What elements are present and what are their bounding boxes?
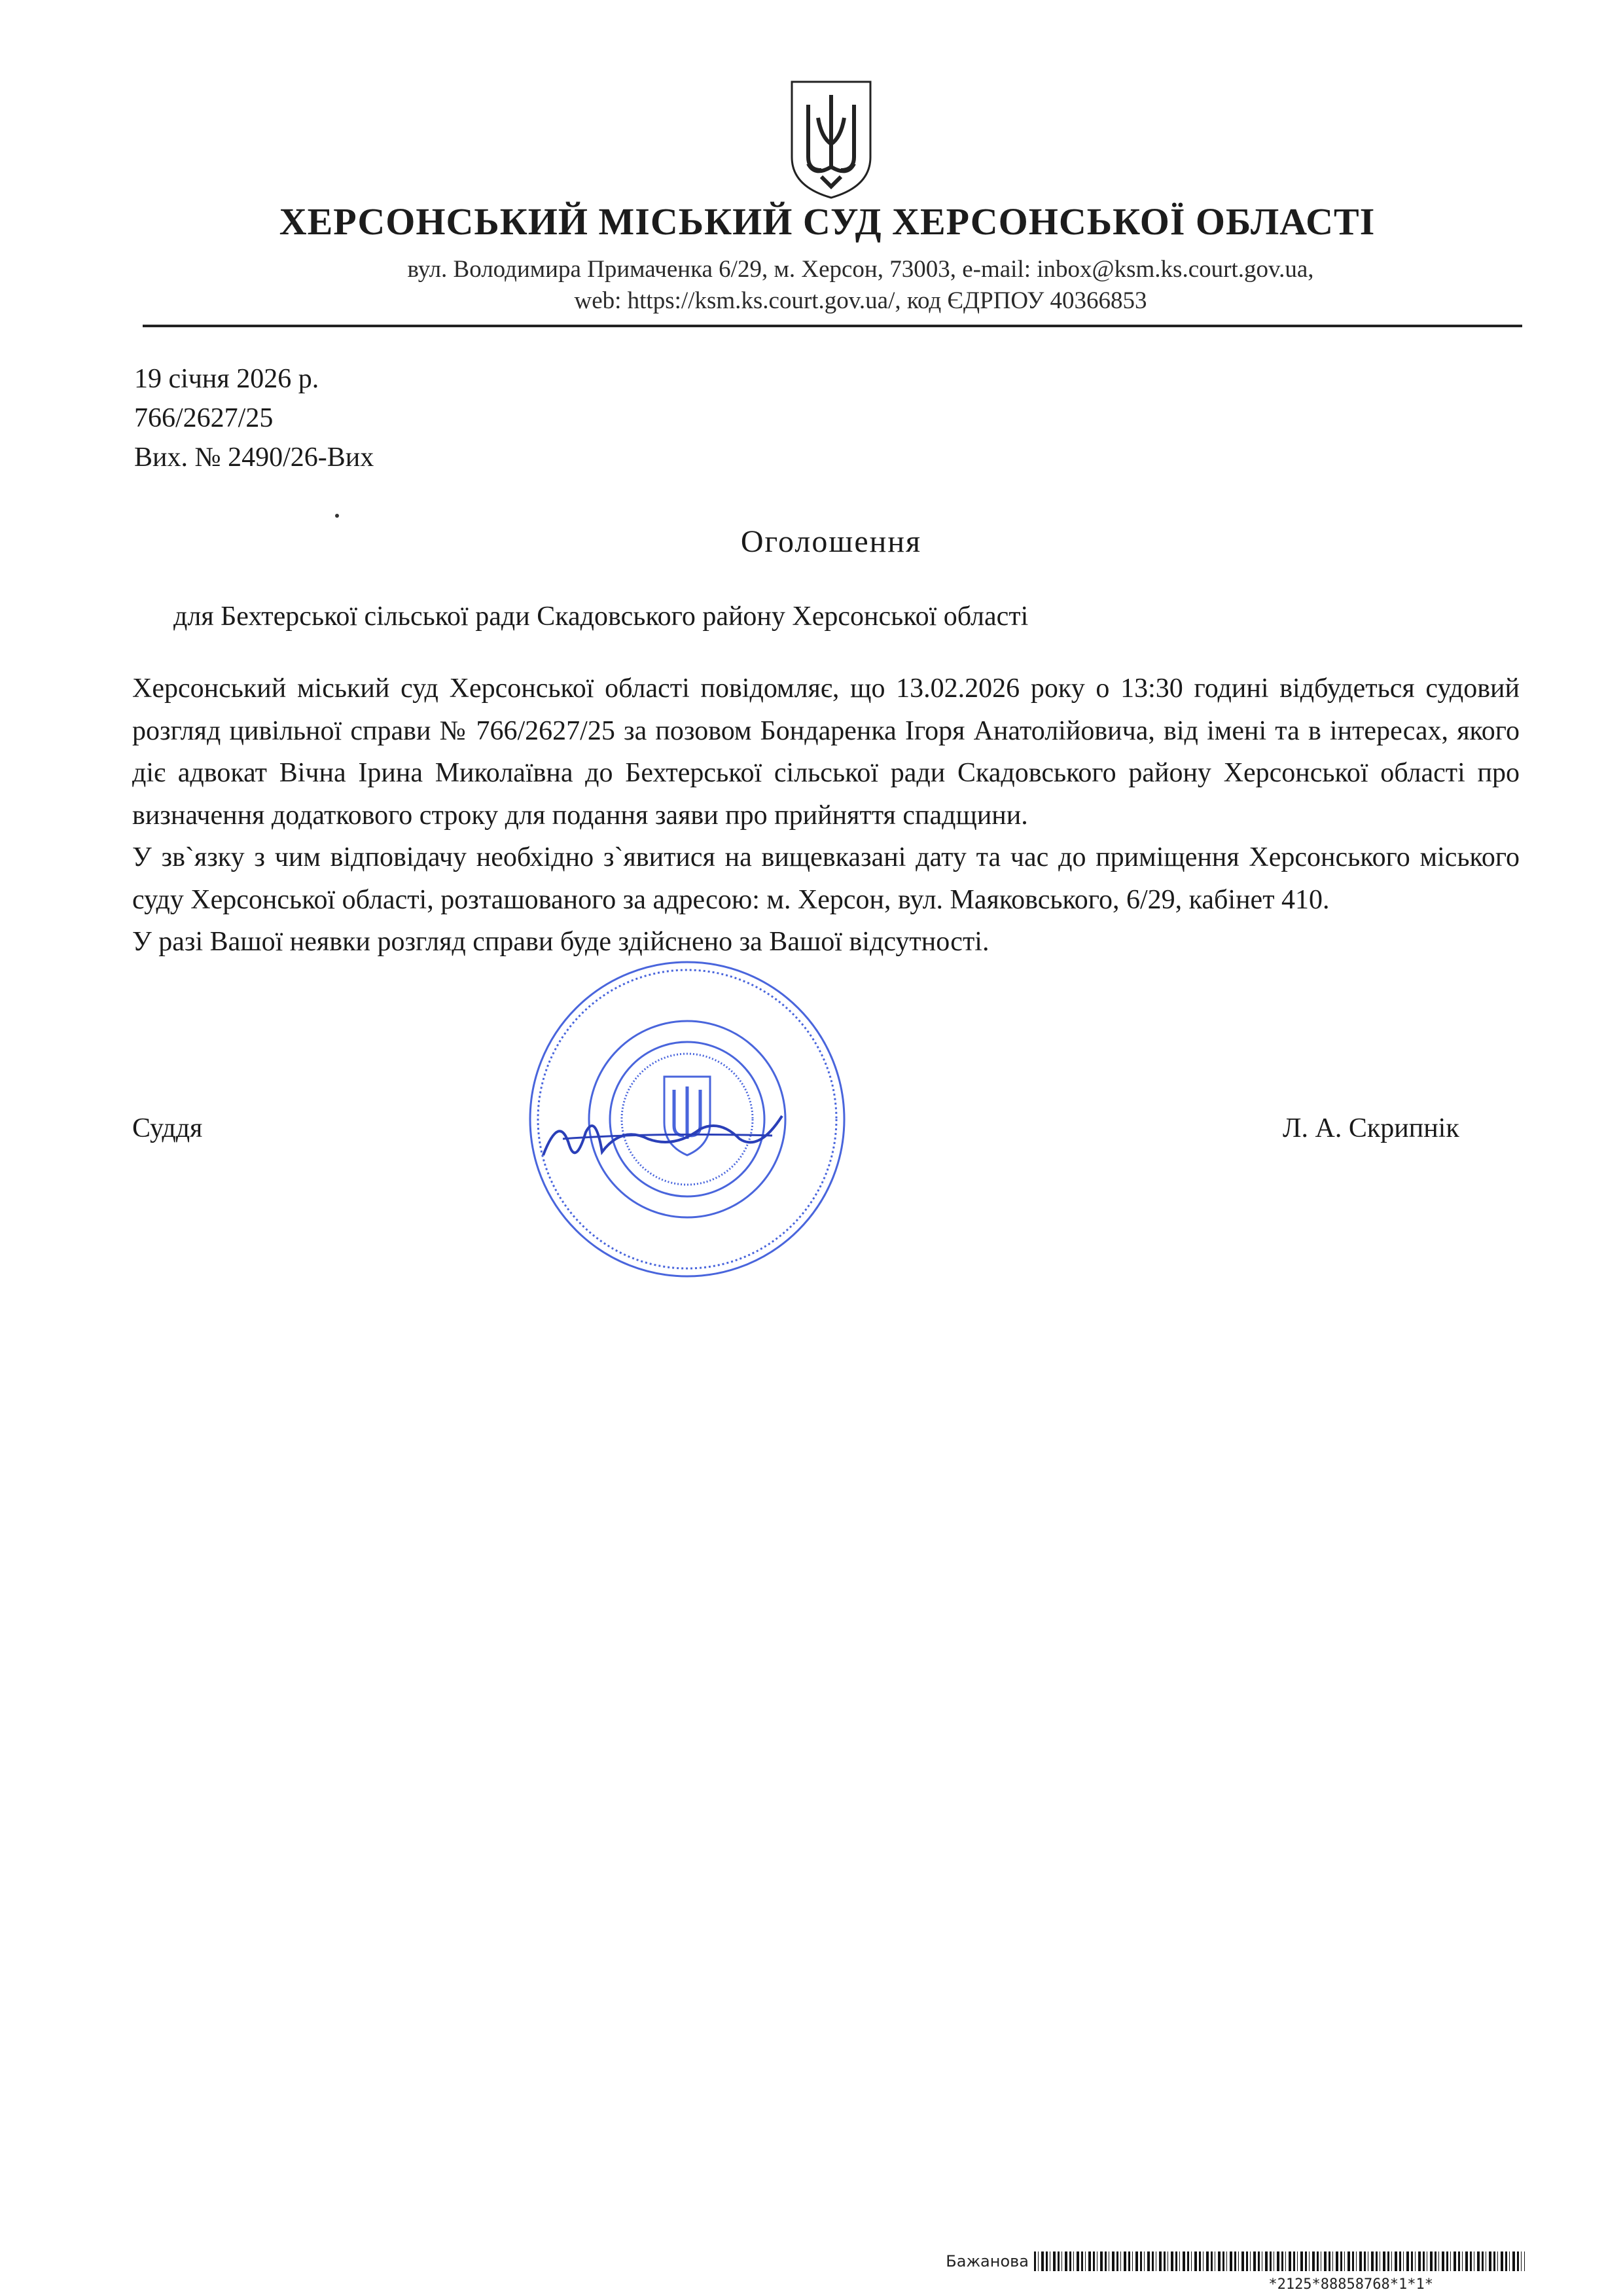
barcode-code: *2125*88858768*1*1* bbox=[1268, 2276, 1433, 2293]
outgoing-number: Вих. № 2490/26-Вих bbox=[134, 442, 374, 473]
court-address: вул. Володимира Примаченка 6/29, м. Херсон, 73003, e-mail: inbox@ksm.ks.court.gov.ua, bbox=[407, 256, 1314, 283]
court-web-and-code: web: https://ksm.ks.court.gov.ua/, код ЄДРПОУ 40366853 bbox=[574, 287, 1147, 314]
document-date: 19 січня 2026 р. bbox=[134, 364, 319, 394]
scan-speck bbox=[335, 514, 339, 518]
court-name: ХЕРСОНСЬКИЙ МІСЬКИЙ СУД ХЕРСОНСЬКОЇ ОБЛАСТІ bbox=[279, 200, 1376, 243]
judge-signature bbox=[524, 1100, 798, 1178]
operator-name: Бажанова bbox=[946, 2252, 1029, 2270]
header-divider bbox=[143, 325, 1522, 327]
barcode bbox=[1034, 2251, 1525, 2271]
coat-of-arms-icon bbox=[789, 79, 874, 200]
footer bbox=[946, 2251, 1525, 2271]
notice-paragraph: У зв`язку з чим відповідачу необхідно з`явитися на вищевказані дату та час до приміщення Херсонського міського суду Херсонської області, розташованого за адресою: м. Херсон, вул. Маяковського, 6/29, кабінет 410. bbox=[132, 842, 1520, 915]
notice-paragraph: Херсонський міський суд Херсонської області повідомляє, що 13.02.2026 року о 13:30 годині відбудеться судовий розгляд цивільної справи № 766/2627/25 за позовом Бондаренка Ігоря Анатолійовича, від імені та в інтересах, якого діє адвокат Вічна Ірина Миколаївна до Бехтерської сільської ради Скадовського району Херсонської області про визначення додаткового строку для подання заяви про прийняття спадщини. bbox=[132, 673, 1520, 831]
judge-name: Л. А. Скрипнік bbox=[1283, 1113, 1459, 1143]
notice-body bbox=[132, 668, 1520, 963]
addressee: для Бехтерської сільської ради Скадовського району Херсонської області bbox=[173, 601, 1029, 632]
case-number: 766/2627/25 bbox=[134, 403, 274, 433]
notice-paragraph: У разі Вашої неявки розгляд справи буде здійснено за Вашої відсутності. bbox=[132, 927, 990, 957]
judge-role: Суддя bbox=[132, 1113, 203, 1143]
document-title: Оголошення bbox=[740, 524, 922, 559]
